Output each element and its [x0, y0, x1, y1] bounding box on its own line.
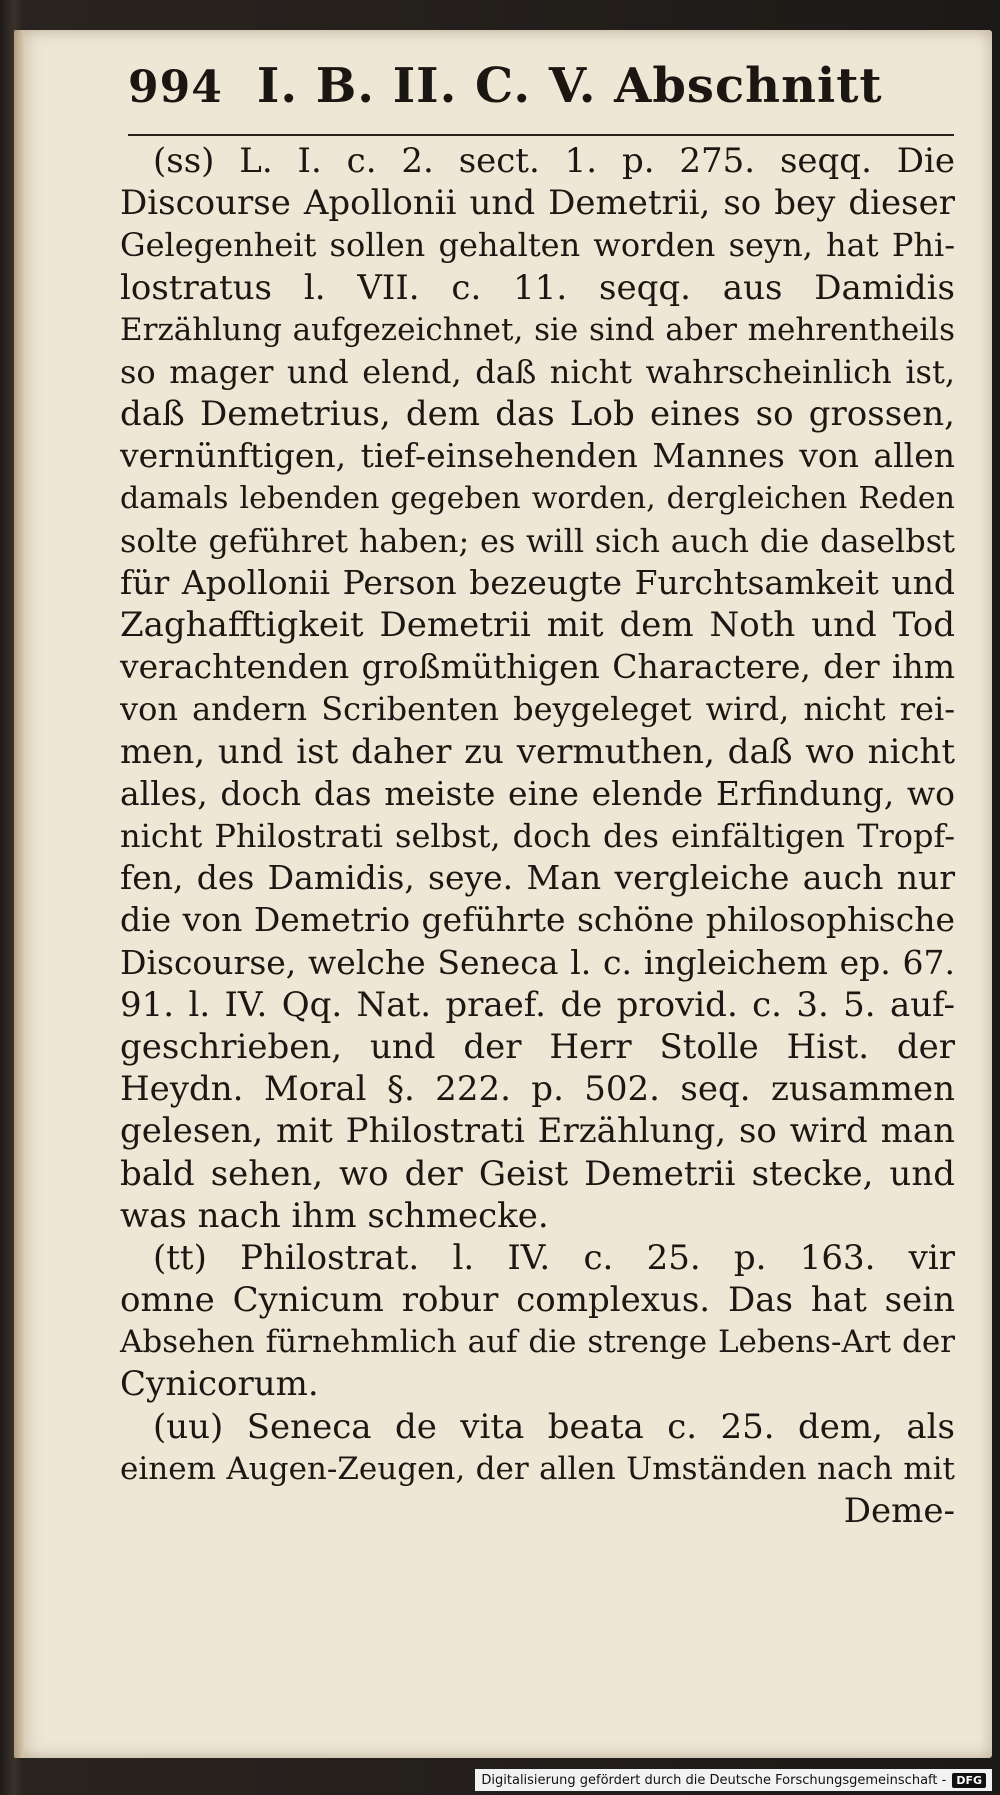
text-line: 91. l. IV. Qq. Nat. praef. de provid. c. 3. 5. auf-	[120, 984, 955, 1025]
text-line: alles, doch das meiste eine elende Erfindung, wo	[120, 773, 955, 813]
text-line: omne Cynicum robur complexus. Das hat sein	[120, 1280, 955, 1321]
text-line: (uu) Seneca de vita beata c. 25. dem, als	[153, 1406, 955, 1447]
text-line: Discourse, welche Seneca l. c. ingleichem ep. 67.	[120, 942, 955, 982]
text-line: Discourse Apollonii und Demetrii, so bey dieser	[120, 183, 955, 224]
text-line: für Apollonii Person bezeugte Furchtsamkeit und	[120, 562, 955, 602]
text-line: vernünftigen, tief-einsehenden Mannes von allen	[120, 436, 955, 476]
text-line: lostratus l. VII. c. 11. seqq. aus Damidis	[120, 267, 955, 308]
catchword: Deme-	[843, 1491, 955, 1531]
text-line: Erzählung aufgezeichnet, sie sind aber mehrentheils	[120, 311, 955, 348]
text-line: men, und ist daher zu vermuthen, daß wo nicht	[120, 731, 955, 772]
text-line: (ss) L. I. c. 2. sect. 1. p. 275. seqq. Die	[153, 141, 955, 181]
page-number: 994	[128, 62, 223, 113]
text-line: Absehen fürnehmlich auf die strenge Lebens-Art der	[120, 1324, 955, 1361]
dfg-logo-badge: DFG	[952, 1773, 986, 1788]
text-line: fen, des Damidis, seye. Man vergleiche auch nur	[120, 858, 955, 898]
text-line: einem Augen-Zeugen, der allen Umständen nach mit	[120, 1450, 955, 1487]
text-line: solte geführet haben; es will sich auch die daselbst	[120, 521, 955, 560]
running-head: I. B. II. C. V. Abschnitt	[256, 58, 883, 114]
text-line: gelesen, mit Philostrati Erzählung, so wird man	[120, 1111, 955, 1152]
text-line: bald sehen, wo der Geist Demetrii stecke, und	[120, 1153, 955, 1194]
text-line: Cynicorum.	[120, 1364, 319, 1405]
text-line: so mager und elend, daß nicht wahrscheinlich ist,	[120, 352, 955, 391]
text-line: die von Demetrio geführte schöne philosophische	[120, 900, 955, 940]
page-gutter-shadow	[14, 30, 24, 1758]
text-line: daß Demetrius, dem das Lob eines so grossen,	[120, 394, 955, 435]
digitization-credit	[475, 1769, 992, 1791]
text-line: (tt) Philostrat. l. IV. c. 25. p. 163. vir	[153, 1237, 955, 1278]
text-line: geschrieben, und der Herr Stolle Hist. der	[120, 1026, 955, 1067]
credit-text: Digitalisierung gefördert durch die Deutsche Forschungsgemeinschaft -	[481, 1772, 947, 1788]
text-line: damals lebenden gegeben worden, dergleichen Reden	[120, 480, 955, 516]
footnote-text-block	[120, 140, 955, 1532]
page-header	[128, 58, 958, 126]
header-rule	[128, 134, 954, 136]
text-line: was nach ihm schmecke.	[120, 1195, 549, 1236]
text-line: verachtenden großmüthigen Charactere, der ihm	[120, 647, 955, 687]
text-line: von andern Scribenten beygeleget wird, nicht rei-	[120, 690, 955, 729]
text-line: Gelegenheit sollen gehalten worden seyn, hat Phi-	[120, 226, 955, 265]
text-line: nicht Philostrati selbst, doch des einfältigen Tropf-	[120, 817, 955, 855]
text-line: Heydn. Moral §. 222. p. 502. seq. zusammen	[120, 1069, 955, 1110]
text-line: Zaghafftigkeit Demetrii mit dem Noth und Tod	[120, 605, 955, 646]
